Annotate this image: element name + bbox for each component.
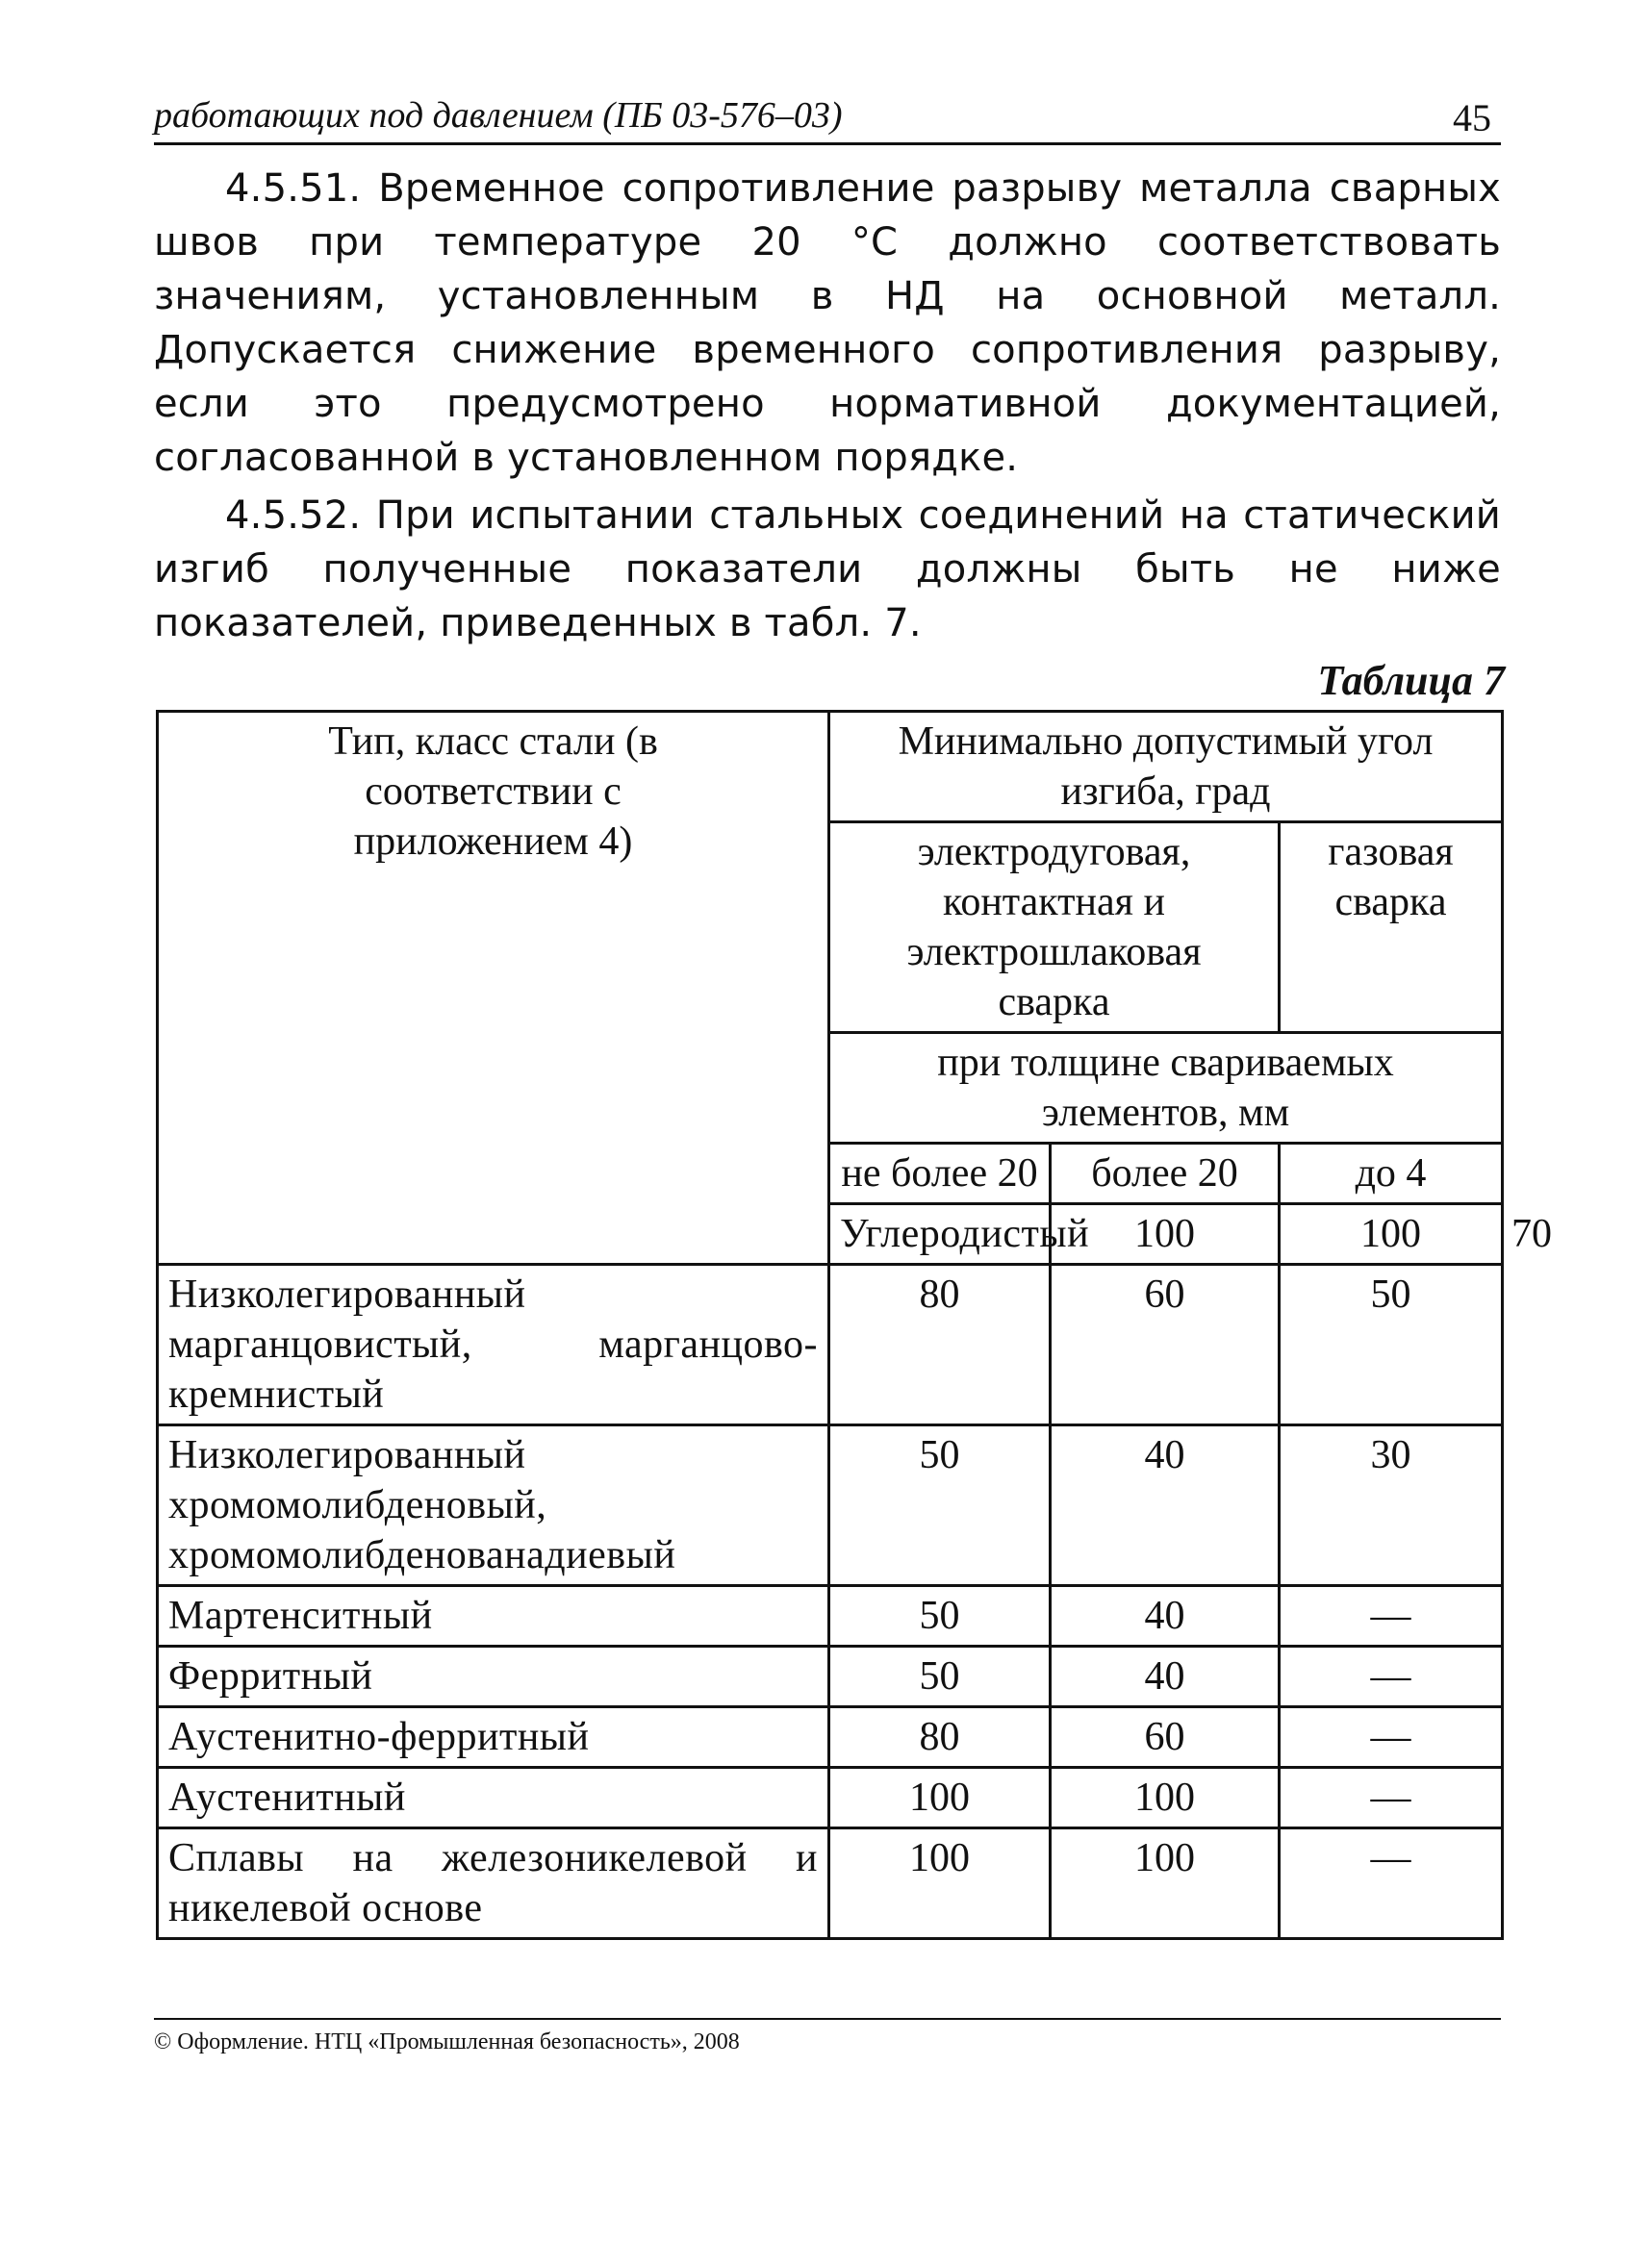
- table-row: [158, 1586, 1503, 1647]
- angle-gas-to4-cell: —: [1280, 1586, 1503, 1647]
- table-row: [158, 1707, 1503, 1768]
- table-row: [158, 1768, 1503, 1828]
- table-row: Углеродистый 100 100 70: [158, 1204, 1503, 1265]
- angle-gas-to4-cell: —: [1280, 1647, 1503, 1707]
- angle-gt20-cell: 100: [1280, 1204, 1503, 1265]
- angle-gt20-cell: 40: [1051, 1425, 1280, 1586]
- steel-type-cell: Сплавы на железоникелевой и никелевой основе: [158, 1828, 829, 1939]
- table-header-row-1: [158, 712, 1503, 822]
- steel-type-cell: Мартенситный: [158, 1586, 829, 1647]
- running-header: [154, 96, 1501, 145]
- angle-le20-cell: 80: [829, 1265, 1051, 1425]
- angle-le20-cell: 50: [829, 1425, 1051, 1586]
- angle-gas-to4-cell: 30: [1280, 1425, 1503, 1586]
- angle-gt20-cell: 60: [1051, 1707, 1280, 1768]
- table-row: [158, 1425, 1503, 1586]
- header-gas-welding: газовая сварка: [1280, 822, 1503, 1033]
- page-number: 45: [1453, 96, 1491, 139]
- angle-le20-cell: 80: [829, 1707, 1051, 1768]
- steel-type-cell: Аустенитный: [158, 1768, 829, 1828]
- steel-type-cell: Ферритный: [158, 1647, 829, 1707]
- angle-gt20-cell: 40: [1051, 1586, 1280, 1647]
- header-steel-type: Тип, класс стали (в соответствии с приложением 4): [158, 712, 829, 1265]
- angle-le20-cell: 50: [829, 1647, 1051, 1707]
- table-row: [158, 1828, 1503, 1939]
- angle-gas-to4-cell: 50: [1280, 1265, 1503, 1425]
- paragraph-4-5-51: 4.5.51. Временное сопротивление разрыву металла сварных швов при температуре 20 °С должно соответствовать значениям, установленным в НД на основной металл. Допускается снижение временного сопротивления разрыву, если это предусмотрено нормативной документацией, согласованной в установленном порядке.: [154, 166, 1501, 480]
- header-arc-welding: электродуговая, контактная и электрошлаковая сварка: [829, 822, 1280, 1033]
- footer-copyright: © Оформление. НТЦ «Промышленная безопасность», 2008: [154, 2029, 740, 2054]
- angle-le20-cell: 100: [829, 1828, 1051, 1939]
- header-thickness: при толщине свариваемых элементов, мм: [829, 1033, 1503, 1144]
- header-col-to4: до 4: [1280, 1144, 1503, 1204]
- angle-gt20-cell: 100: [1051, 1768, 1280, 1828]
- angle-le20-cell: 100: [1051, 1204, 1280, 1265]
- steel-type-cell: Низколегированный марганцовистый, марганцово-кремнистый: [158, 1265, 829, 1425]
- steel-type-cell: Низколегированный хромомолибденовый, хромомолибденованадиевый: [158, 1425, 829, 1586]
- angle-le20-cell: 50: [829, 1586, 1051, 1647]
- table-caption: Таблица 7: [1317, 657, 1505, 704]
- angle-le20-cell: 100: [829, 1768, 1051, 1828]
- angle-gas-to4-cell: —: [1280, 1828, 1503, 1939]
- bend-angle-table: [156, 710, 1552, 1940]
- header-min-angle: Минимально допустимый угол изгиба, град: [829, 712, 1503, 822]
- footer-divider: [154, 2018, 1501, 2020]
- running-title: работающих под давлением (ПБ 03-576–03): [154, 95, 843, 136]
- table-row: [158, 1265, 1503, 1425]
- paragraph-4-5-52: 4.5.52. При испытании стальных соединений на статический изгиб полученные показатели должны быть не ниже показателей, приведенных в табл. 7.: [154, 493, 1501, 645]
- angle-gas-to4-cell: —: [1280, 1707, 1503, 1768]
- header-col-gt20: более 20: [1051, 1144, 1280, 1204]
- angle-gt20-cell: 60: [1051, 1265, 1280, 1425]
- body-text: [154, 162, 1501, 654]
- table-row: [158, 1647, 1503, 1707]
- steel-type-cell: Углеродистый: [829, 1204, 1051, 1265]
- steel-type-cell: Аустенитно-ферритный: [158, 1707, 829, 1768]
- angle-gt20-cell: 100: [1051, 1828, 1280, 1939]
- header-col-le20: не более 20: [829, 1144, 1051, 1204]
- angle-gas-to4-cell: —: [1280, 1768, 1503, 1828]
- angle-gt20-cell: 40: [1051, 1647, 1280, 1707]
